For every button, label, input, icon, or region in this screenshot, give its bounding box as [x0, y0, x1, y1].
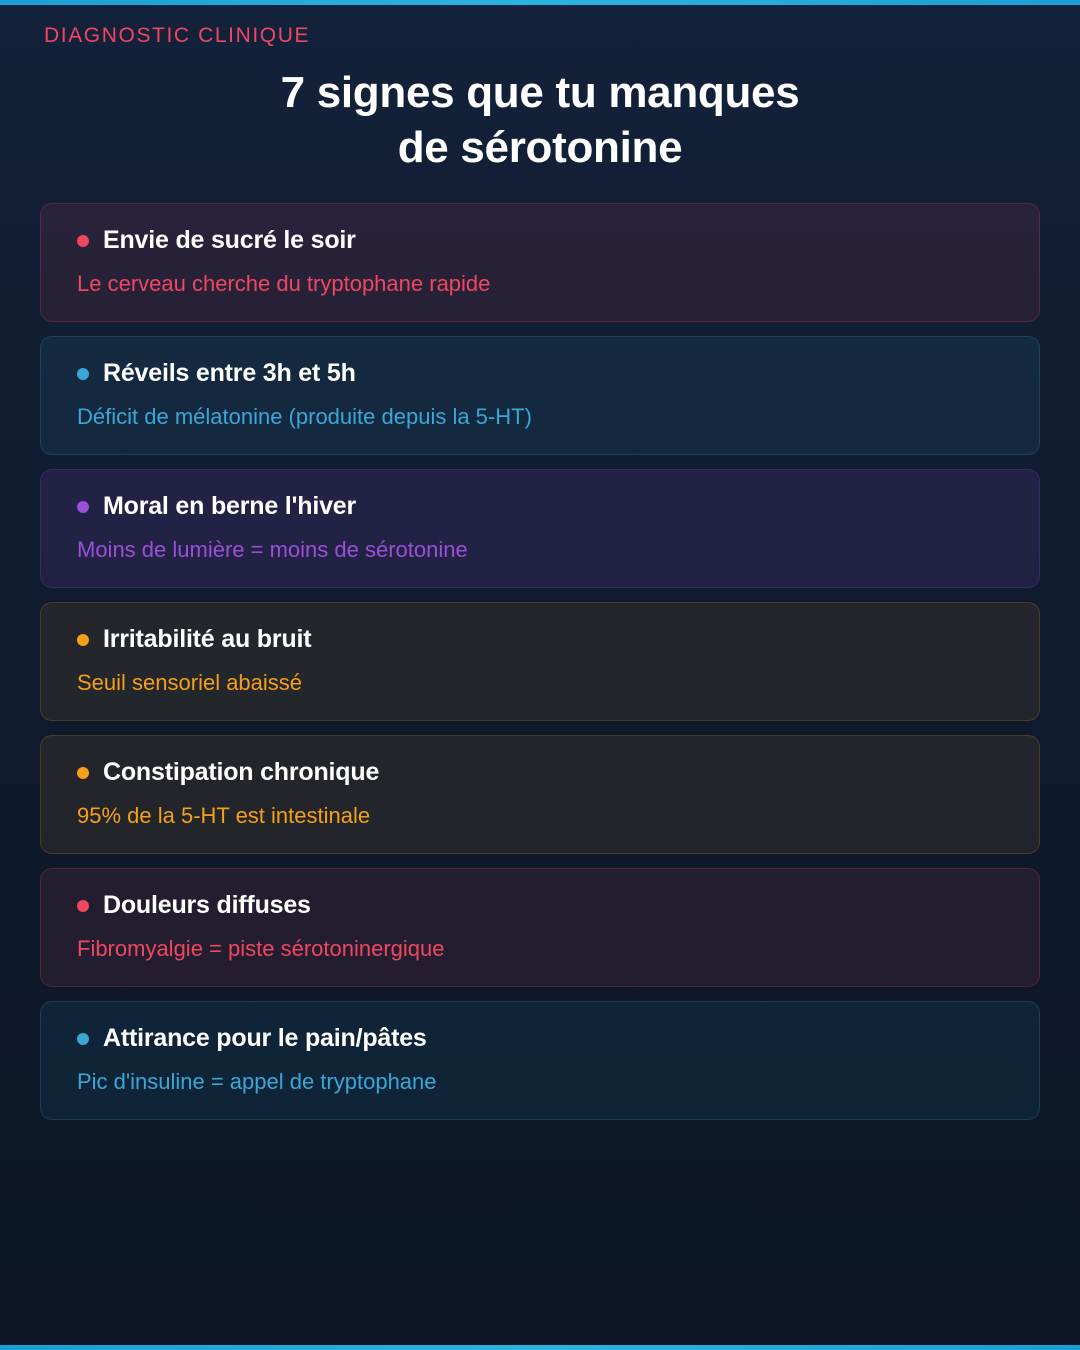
page-title-line-1: 7 signes que tu manques: [280, 68, 800, 117]
bullet-dot-icon: [77, 1033, 89, 1045]
bullet-dot-icon: [77, 767, 89, 779]
sign-title: Attirance pour le pain/pâtes: [103, 1024, 427, 1053]
sign-card-header: [67, 891, 1013, 920]
sign-card: [40, 602, 1040, 721]
sign-card-header: [67, 359, 1013, 388]
sign-card-header: [67, 226, 1013, 255]
sign-title: Moral en berne l'hiver: [103, 492, 357, 521]
sign-card: [40, 735, 1040, 854]
sign-card-header: [67, 758, 1013, 787]
sign-subtitle: 95% de la 5-HT est intestinale: [77, 803, 371, 829]
sign-card: [40, 203, 1040, 322]
sign-title: Réveils entre 3h et 5h: [103, 359, 356, 388]
sign-subtitle: Le cerveau cherche du tryptophane rapide: [77, 271, 491, 297]
page-title-line-2: de sérotonine: [397, 122, 683, 172]
sign-subtitle: Seuil sensoriel abaissé: [77, 670, 303, 696]
bullet-dot-icon: [77, 634, 89, 646]
sign-subtitle: Fibromyalgie = piste sérotoninergique: [77, 936, 445, 962]
bullet-dot-icon: [77, 501, 89, 513]
sign-subtitle: Pic d'insuline = appel de tryptophane: [77, 1069, 437, 1095]
sign-title: Envie de sucré le soir: [103, 226, 356, 255]
kicker-label: DIAGNOSTIC CLINIQUE: [44, 24, 311, 47]
bullet-dot-icon: [77, 900, 89, 912]
sign-card: [40, 336, 1040, 455]
sign-title: Constipation chronique: [103, 758, 380, 787]
page-title: [40, 66, 1040, 175]
sign-subtitle: Moins de lumière = moins de sérotonine: [77, 537, 468, 563]
sign-card-list: [40, 203, 1040, 1120]
bullet-dot-icon: [77, 235, 89, 247]
bullet-dot-icon: [77, 368, 89, 380]
sign-card: [40, 469, 1040, 588]
sign-title: Douleurs diffuses: [103, 891, 311, 920]
sign-card-header: [67, 625, 1013, 654]
sign-title: Irritabilité au bruit: [103, 625, 312, 654]
sign-subtitle: Déficit de mélatonine (produite depuis la 5-HT): [77, 404, 532, 430]
sign-card-header: [67, 492, 1013, 521]
sign-card-header: [67, 1024, 1013, 1053]
sign-card: [40, 1001, 1040, 1120]
sign-card: [40, 868, 1040, 987]
